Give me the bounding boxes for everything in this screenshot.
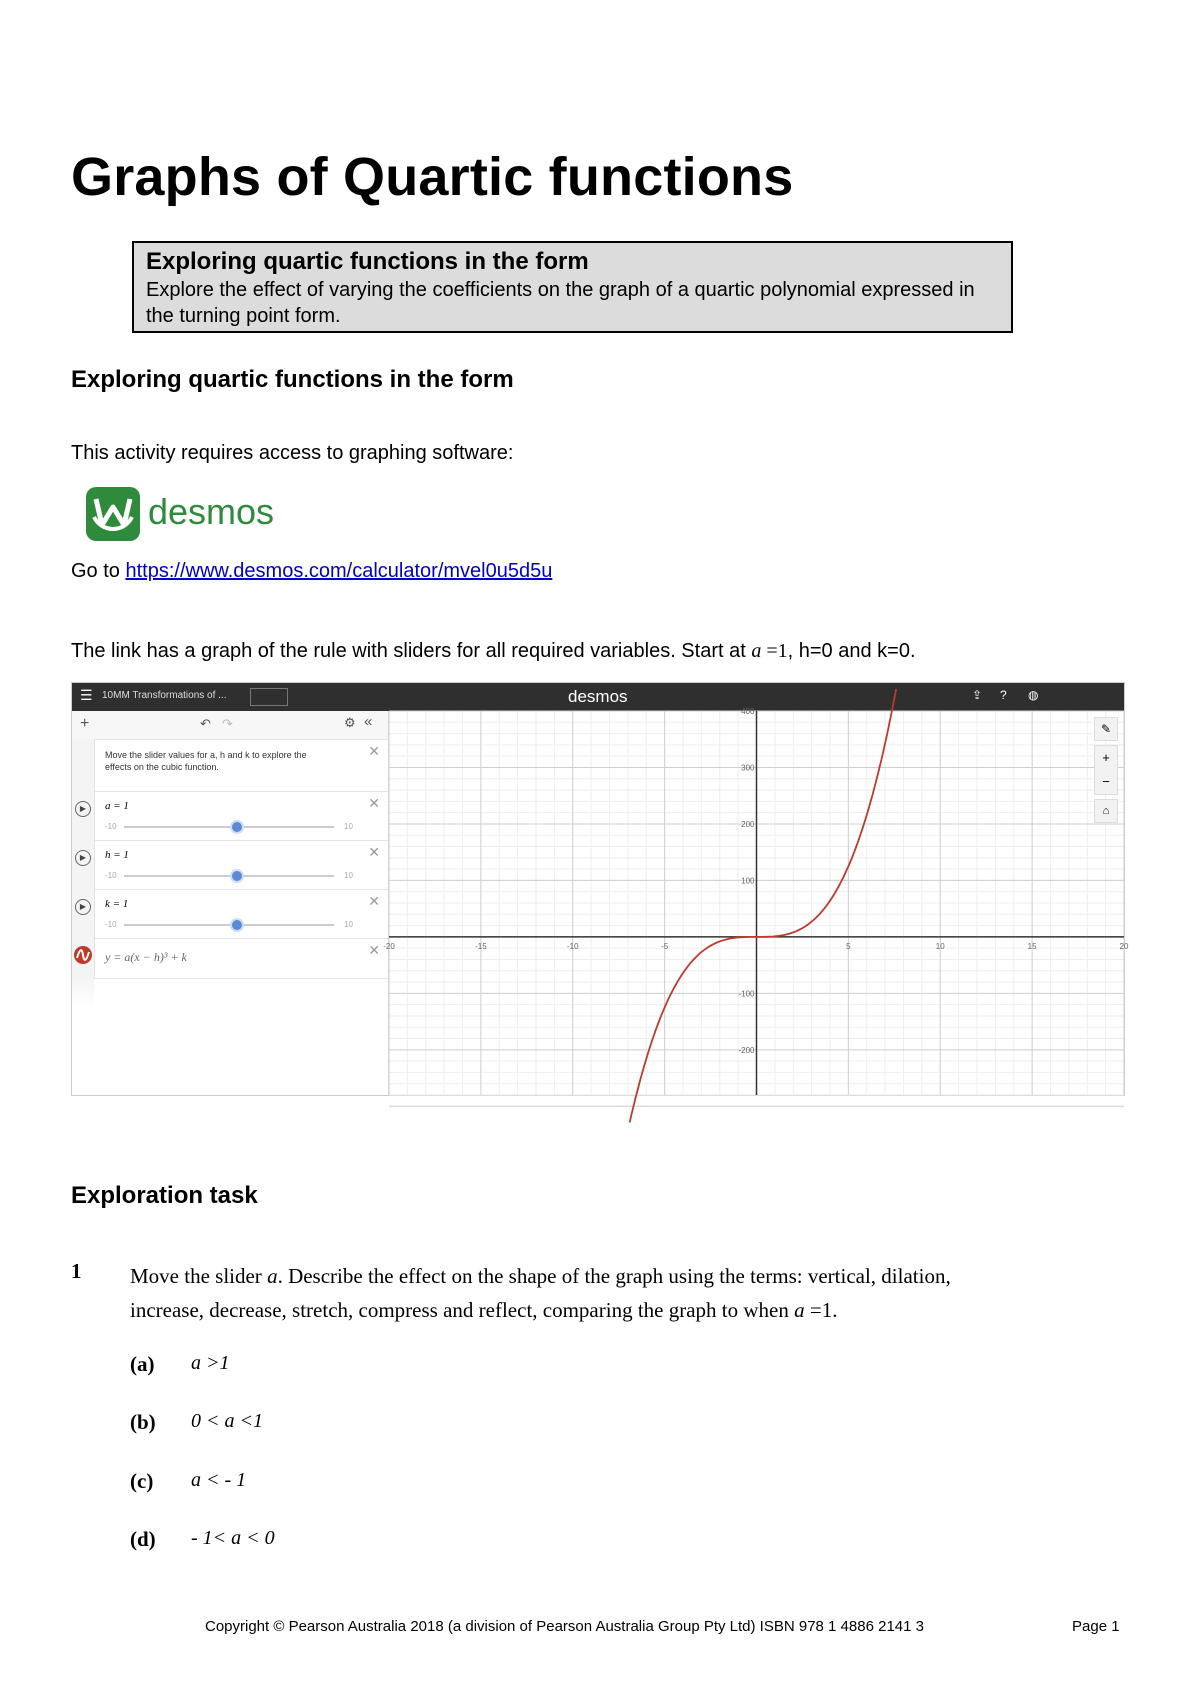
slider-max: 10 (344, 920, 353, 929)
close-icon[interactable]: ✕ (368, 942, 380, 958)
play-icon[interactable]: ▶ (75, 850, 91, 866)
desmos-logo-icon (86, 487, 140, 541)
collapse-icon[interactable]: « (364, 713, 373, 730)
part-label: (d) (130, 1527, 156, 1551)
x-tick-label: 15 (1027, 941, 1037, 951)
footer-page: Page 1 (1072, 1618, 1120, 1635)
desmos-logo-text: desmos (148, 491, 275, 532)
x-tick-label: 20 (1119, 941, 1129, 951)
slider-handle-k[interactable] (230, 918, 244, 932)
question-var: a (267, 1264, 278, 1288)
desmos-link[interactable]: https://www.desmos.com/calculator/mvel0u5d5u (125, 560, 553, 582)
desmos-screenshot (71, 682, 1129, 1096)
close-icon[interactable]: ✕ (368, 743, 380, 759)
desmos-logo (86, 487, 282, 541)
exploration-heading: Exploration task (71, 1182, 258, 1209)
part-b (130, 1410, 263, 1435)
question-end: . (832, 1298, 838, 1322)
y-tick-label: -100 (738, 989, 755, 999)
globe-icon[interactable]: ◍ (1028, 688, 1039, 702)
question-var-2: a (794, 1298, 805, 1322)
part-a (130, 1352, 230, 1377)
question-number: 1 (71, 1259, 82, 1283)
y-tick-label: 400 (741, 707, 755, 716)
y-tick-label: 100 (741, 876, 755, 886)
graph-area (383, 707, 1129, 1095)
x-tick-label: 10 (935, 941, 945, 951)
zoom-controls[interactable] (1094, 745, 1118, 795)
part-expr: a >1 (191, 1352, 230, 1374)
page-title: Graphs of Quartic functions (71, 147, 794, 207)
zoom-in-icon[interactable]: + (1102, 750, 1110, 765)
x-tick-label: -5 (661, 941, 669, 951)
section-heading: Exploring quartic functions in the form (71, 366, 514, 393)
play-icon[interactable]: ▶ (75, 899, 91, 915)
expression-list (72, 711, 389, 1095)
question-text-1: Move the slider (130, 1264, 268, 1288)
part-label: (b) (130, 1410, 156, 1434)
x-tick-label: -10 (566, 941, 579, 951)
note-row[interactable] (72, 739, 388, 792)
slider-label-a: a = 1 (105, 800, 129, 812)
start-eq: =1 (761, 640, 788, 662)
file-title: 10MM Transformations of ... (102, 690, 227, 701)
slider-track[interactable] (124, 875, 334, 877)
slider-min: -10 (105, 822, 117, 831)
graph-canvas (383, 707, 1129, 1095)
close-icon[interactable]: ✕ (368, 795, 380, 811)
info-box-description: Explore the effect of varying the coefficients on the graph of a quartic polynomial expressed in the turning point form. (146, 279, 975, 327)
footer-copyright: Copyright © Pearson Australia 2018 (a division of Pearson Australia Group Pty Ltd) ISBN 978 1 4886 2141 3 (205, 1618, 924, 1635)
close-icon[interactable]: ✕ (368, 893, 380, 909)
slider-min: -10 (105, 871, 117, 880)
undo-icon[interactable]: ↶ (200, 716, 211, 731)
x-tick-label: 5 (846, 941, 851, 951)
home-icon[interactable]: ⌂ (1094, 799, 1118, 823)
slider-track[interactable] (124, 826, 334, 828)
slider-row-a[interactable] (72, 791, 388, 841)
zoom-out-icon[interactable]: − (1102, 774, 1110, 789)
start-var-a: a (751, 640, 762, 662)
start-text-1: The link has a graph of the rule with sliders for all required variables. Start at (71, 640, 746, 662)
y-tick-label: 200 (741, 819, 755, 829)
part-label: (c) (130, 1469, 154, 1493)
x-tick-label: -15 (475, 941, 487, 951)
expression-row[interactable] (72, 938, 388, 979)
slider-row-h[interactable] (72, 840, 388, 890)
help-icon[interactable]: ? (1000, 688, 1007, 702)
share-icon[interactable]: ⇪ (972, 688, 983, 702)
question-text (130, 1259, 1120, 1327)
note-text: Move the slider values for a, h and k to explore the effects on the cubic function. (105, 750, 307, 772)
y-tick-label: 300 (741, 763, 755, 773)
menu-icon[interactable]: ☰ (80, 687, 93, 703)
slider-max: 10 (344, 822, 353, 831)
slider-handle-h[interactable] (230, 869, 244, 883)
expression-toolbar (72, 711, 388, 740)
info-box (132, 241, 1013, 333)
start-line (71, 640, 916, 663)
play-icon[interactable]: ▶ (75, 801, 91, 817)
part-c (130, 1469, 247, 1494)
part-label: (a) (130, 1352, 155, 1376)
curve-color-icon[interactable] (74, 946, 92, 964)
part-expr: - 1< a < 0 (191, 1527, 275, 1549)
slider-row-k[interactable] (72, 889, 388, 939)
expression-text: y = a(x − h)³ + k (105, 950, 187, 964)
slider-label-k: k = 1 (105, 898, 129, 910)
slider-label-h: h = 1 (105, 849, 129, 861)
y-tick-label: -200 (738, 1045, 755, 1055)
slider-max: 10 (344, 871, 353, 880)
part-expr: a < - 1 (191, 1469, 247, 1491)
part-expr: 0 < a <1 (191, 1410, 263, 1432)
wrench-icon[interactable]: ✎ (1094, 717, 1118, 741)
desmos-brand: desmos (568, 687, 628, 706)
requires-text: This activity requires access to graphing software: (71, 442, 514, 464)
desmos-topbar (72, 683, 1124, 711)
part-d (130, 1527, 275, 1552)
function-curve (630, 689, 897, 1122)
goto-prefix: Go to (71, 560, 126, 582)
redo-icon[interactable]: ↷ (222, 716, 233, 731)
save-field[interactable] (250, 688, 288, 706)
question-text-2: . Describe the effect on the shape of the graph using the terms: vertical, dilation, (277, 1264, 951, 1288)
info-box-heading: Exploring quartic functions in the form (146, 248, 589, 275)
add-icon[interactable]: + (80, 715, 90, 732)
slider-min: -10 (105, 920, 117, 929)
slider-track[interactable] (124, 924, 334, 926)
start-text-2: , h=0 and k=0. (787, 640, 916, 662)
x-tick-label: -20 (383, 941, 395, 951)
slider-handle-a[interactable] (230, 820, 244, 834)
close-icon[interactable]: ✕ (368, 844, 380, 860)
question-text-3: increase, decrease, stretch, compress and reflect, comparing the graph to when (130, 1298, 795, 1322)
question-eq: =1 (804, 1298, 833, 1322)
goto-line (71, 560, 552, 583)
gear-icon[interactable]: ⚙ (344, 715, 356, 730)
